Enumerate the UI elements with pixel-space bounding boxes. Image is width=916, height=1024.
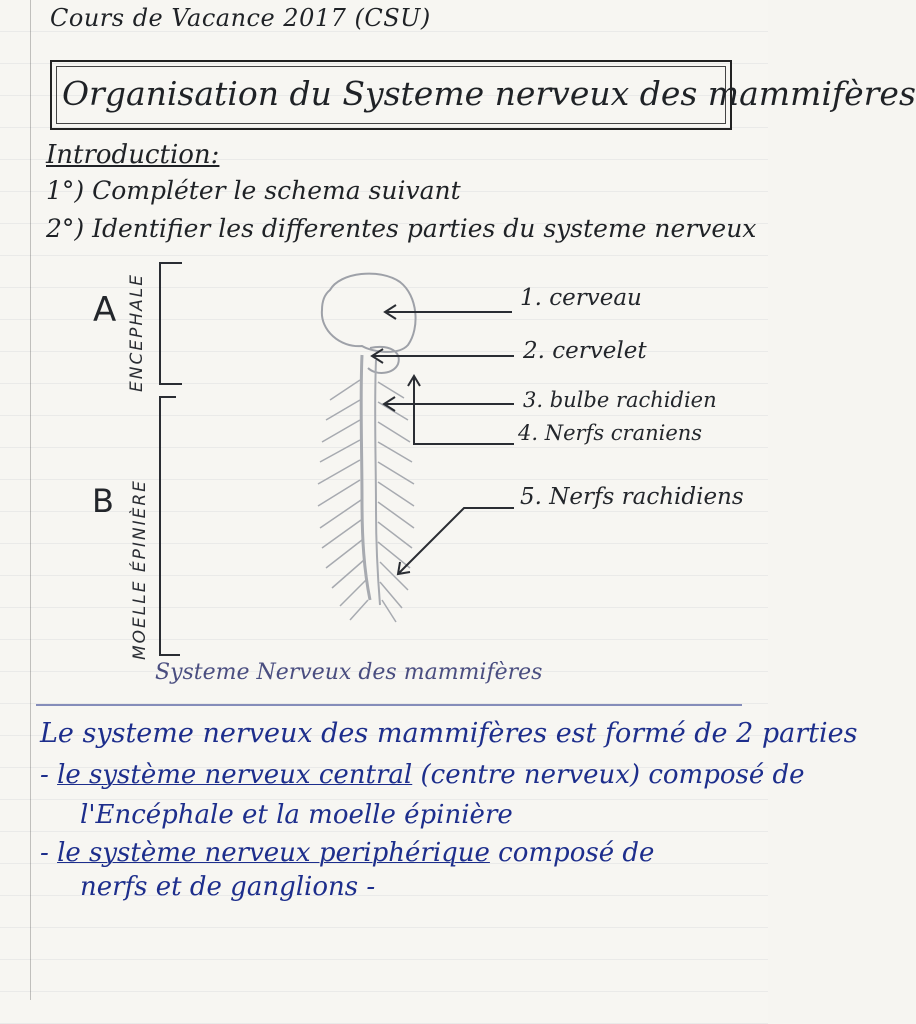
answer-line-2 <box>40 760 805 790</box>
dash: - <box>40 760 58 790</box>
intro-heading: Introduction: <box>46 140 220 170</box>
moelle-label: MOELLE ÉPINIÈRE <box>130 479 150 660</box>
label-cerveau: 1. cerveau <box>520 285 642 311</box>
separator-line <box>36 704 742 706</box>
answer-line-3: l'Encéphale et la moelle épinière <box>80 800 513 830</box>
central-nervous-system-term: le système nerveux central <box>57 760 413 790</box>
label-cervelet: 2. cervelet <box>523 338 647 364</box>
dash: - <box>40 838 58 868</box>
label-nerfs-rachidiens: 5. Nerfs rachidiens <box>520 484 744 510</box>
question-2: 2°) Identifier les differentes parties du systeme nerveux <box>46 214 757 243</box>
central-description: (centre nerveux) composé de <box>412 760 805 790</box>
arrow-nerfs-craniens <box>408 376 514 444</box>
answer-line-4 <box>40 838 654 868</box>
answer-line-5: nerfs et de ganglions - <box>80 872 376 902</box>
encephale-label: ENCEPHALE <box>127 273 147 392</box>
course-header: Cours de Vacance 2017 (CSU) <box>50 4 431 32</box>
answer-line-1: Le systeme nerveux des mammifères est formé de 2 parties <box>40 718 858 749</box>
region-a-letter: A <box>93 290 117 330</box>
arrow-bulbe <box>384 397 514 411</box>
page-title: Organisation du Systeme nerveux des mammifères <box>62 74 916 113</box>
peripheral-nervous-system-term: le système nerveux periphérique <box>57 838 490 868</box>
arrow-nerfs-rachidiens <box>398 508 514 574</box>
bracket-moelle <box>160 397 180 655</box>
spinal-cord <box>361 355 370 600</box>
region-b-letter: B <box>92 482 114 520</box>
label-bulbe: 3. bulbe rachidien <box>523 388 717 412</box>
question-1: 1°) Compléter le schema suivant <box>46 176 461 205</box>
diagram-caption: Systeme Nerveux des mammifères <box>155 660 543 685</box>
label-nerfs-craniens: 4. Nerfs craniens <box>518 421 703 445</box>
arrow-cerveau <box>385 305 512 319</box>
bracket-encephale <box>160 263 182 384</box>
peripheral-description: composé de <box>489 838 655 868</box>
